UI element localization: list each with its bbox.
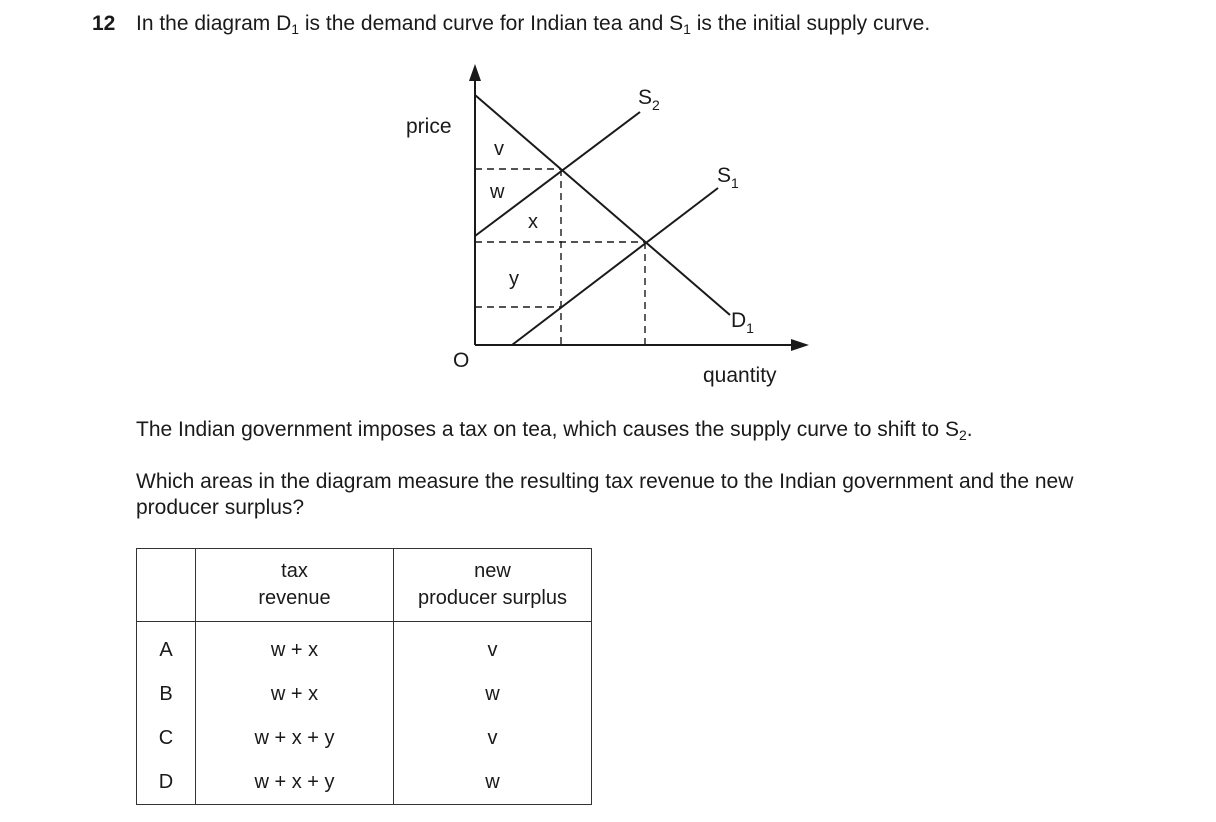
tax-paragraph xyxy=(136,417,973,443)
label-s1 xyxy=(717,164,739,191)
area-v-label: v xyxy=(494,138,504,160)
x-axis-label: quantity xyxy=(703,364,777,387)
header-tax-line1: tax xyxy=(281,560,308,582)
origin-label: O xyxy=(453,349,470,372)
option-letter: C xyxy=(137,716,196,760)
header-ps-line1: new xyxy=(474,560,511,582)
area-y-label: y xyxy=(509,268,519,290)
tax-paragraph-end: . xyxy=(966,418,973,441)
header-tax-line2: revenue xyxy=(258,587,331,609)
option-letter: B xyxy=(137,672,196,716)
table-row[interactable] xyxy=(137,672,592,716)
price-axis-arrowhead xyxy=(469,64,481,81)
header-blank-cell xyxy=(137,549,196,622)
label-s1-main: S xyxy=(717,164,732,187)
label-s2-main: S xyxy=(638,86,653,109)
intro-sub-2: 1 xyxy=(683,21,691,37)
table-row[interactable] xyxy=(137,622,592,673)
option-producer-surplus: v xyxy=(394,622,592,673)
question-paragraph: Which areas in the diagram measure the resulting tax revenue to the Indian government and the new producer surplus? xyxy=(136,470,1074,519)
intro-text-1: In the diagram D xyxy=(136,12,292,35)
tax-paragraph-text: The Indian government imposes a tax on tea, which causes the supply curve to shift to S xyxy=(136,418,959,441)
table-row[interactable] xyxy=(137,716,592,760)
area-x-label: x xyxy=(528,211,538,233)
table-header-row xyxy=(137,549,592,622)
supply-demand-diagram xyxy=(0,0,1216,400)
intro-text-2: is the demand curve for Indian tea and S xyxy=(299,12,684,35)
tax-paragraph-sub: 2 xyxy=(958,427,967,443)
label-s2-sub: 2 xyxy=(652,97,660,113)
header-ps-line2: producer surplus xyxy=(418,587,567,609)
option-tax-revenue: w + x + y xyxy=(196,716,394,760)
option-tax-revenue: w + x xyxy=(196,622,394,673)
supply-curve-s1 xyxy=(512,188,718,345)
question-number: 12 xyxy=(92,12,116,35)
y-axis-label: price xyxy=(406,115,452,138)
label-d1 xyxy=(731,309,754,336)
answer-options-table xyxy=(136,548,592,805)
intro-text-3: is the initial supply curve. xyxy=(690,12,931,35)
option-tax-revenue: w + x + y xyxy=(196,760,394,805)
table-row[interactable] xyxy=(137,760,592,805)
supply-curve-s2 xyxy=(475,112,640,236)
label-d1-sub: 1 xyxy=(746,320,754,336)
option-producer-surplus: w xyxy=(394,760,592,805)
intro-sub-1: 1 xyxy=(291,21,300,37)
option-tax-revenue: w + x xyxy=(196,672,394,716)
option-letter: D xyxy=(137,760,196,805)
option-letter: A xyxy=(137,622,196,673)
option-producer-surplus: w xyxy=(394,672,592,716)
area-w-label: w xyxy=(490,181,505,203)
header-tax-revenue xyxy=(196,549,394,622)
quantity-axis-arrowhead xyxy=(791,339,809,351)
label-s1-sub: 1 xyxy=(731,175,739,191)
label-d1-main: D xyxy=(731,309,747,332)
label-s2 xyxy=(638,86,660,113)
header-producer-surplus xyxy=(394,549,592,622)
option-producer-surplus: v xyxy=(394,716,592,760)
